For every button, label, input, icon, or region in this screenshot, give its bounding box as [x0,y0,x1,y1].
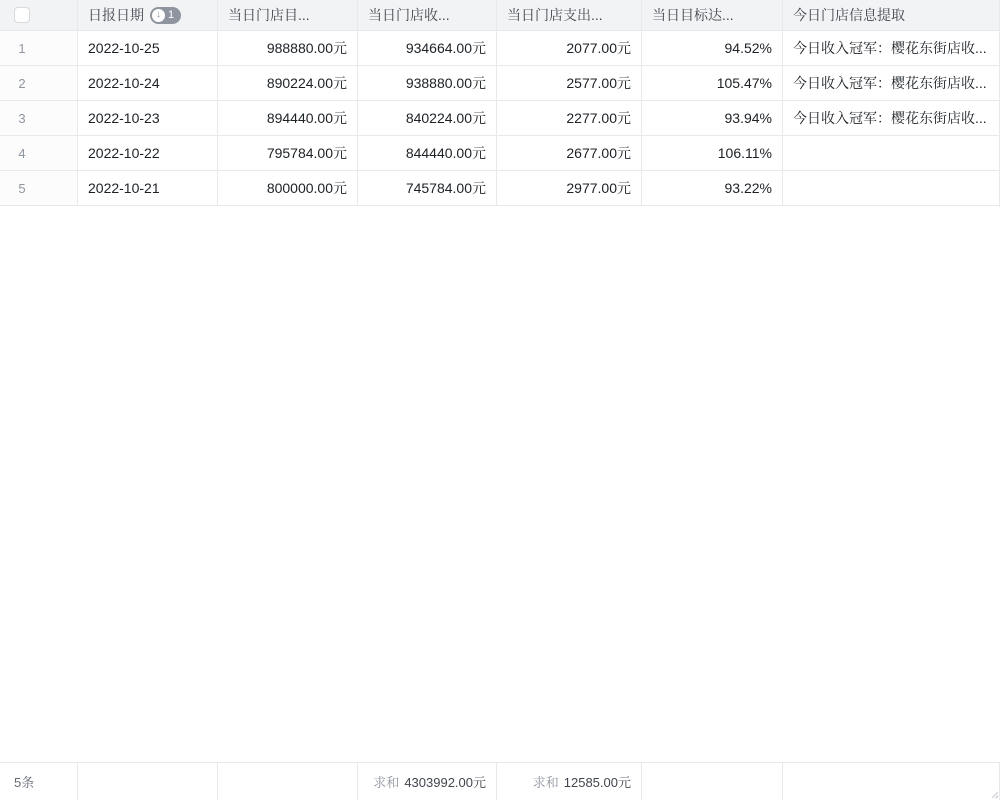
cell-income[interactable]: 934664.00元 [358,31,497,65]
cell-income[interactable]: 840224.00元 [358,101,497,135]
footer-rate-cell[interactable] [642,763,783,800]
cell-date[interactable]: 2022-10-25 [78,31,218,65]
cell-target[interactable]: 800000.00元 [218,171,358,205]
row-number: 3 [18,110,26,126]
grid-header-row [0,0,1000,31]
footer-date-cell[interactable] [78,763,218,800]
cell-info[interactable]: 今日收入冠军：樱花东街店收... [783,31,1000,65]
record-count: 5条 [0,763,78,800]
row-number-cell[interactable] [0,31,78,65]
row-number: 1 [18,40,26,56]
row-number-cell[interactable] [0,171,78,205]
table-row [0,171,1000,206]
cell-rate[interactable]: 105.47% [642,66,783,100]
cell-income[interactable]: 844440.00元 [358,136,497,170]
sort-desc-arrow-icon: ↓ [152,9,165,22]
cell-expense[interactable]: 2977.00元 [497,171,642,205]
sum-value: 4303992.00元 [404,775,486,790]
cell-target[interactable]: 894440.00元 [218,101,358,135]
row-number: 4 [18,145,26,161]
sum-value: 12585.00元 [563,775,631,790]
sort-badge[interactable] [150,7,181,24]
footer-income-sum[interactable] [358,763,497,800]
table-row [0,101,1000,136]
column-header-info[interactable]: 今日门店信息提取 [783,0,1000,30]
cell-expense[interactable]: 2277.00元 [497,101,642,135]
column-header-income[interactable]: 当日门店收... [358,0,497,30]
row-number-cell[interactable] [0,66,78,100]
footer-target-cell[interactable] [218,763,358,800]
cell-rate[interactable]: 93.94% [642,101,783,135]
table-row [0,66,1000,101]
cell-date[interactable]: 2022-10-22 [78,136,218,170]
column-header-rate[interactable]: 当日目标达... [642,0,783,30]
row-number: 5 [18,180,26,196]
cell-income[interactable]: 745784.00元 [358,171,497,205]
cell-date[interactable]: 2022-10-21 [78,171,218,205]
cell-info[interactable] [783,136,1000,170]
cell-rate[interactable]: 93.22% [642,171,783,205]
cell-info[interactable] [783,171,1000,205]
column-header-date-label: 日报日期 [88,7,144,23]
column-header-expense[interactable]: 当日门店支出... [497,0,642,30]
table-row [0,31,1000,66]
row-number-cell[interactable] [0,136,78,170]
cell-target[interactable]: 890224.00元 [218,66,358,100]
cell-info[interactable]: 今日收入冠军：樱花东街店收... [783,66,1000,100]
select-all-checkbox[interactable] [14,7,30,23]
cell-expense[interactable]: 2077.00元 [497,31,642,65]
column-header-date[interactable] [78,0,218,30]
cell-income[interactable]: 938880.00元 [358,66,497,100]
cell-expense[interactable]: 2577.00元 [497,66,642,100]
footer-expense-sum[interactable] [497,763,642,800]
cell-info[interactable]: 今日收入冠军：樱花东街店收... [783,101,1000,135]
cell-rate[interactable]: 106.11% [642,136,783,170]
cell-target[interactable]: 988880.00元 [218,31,358,65]
table-row [0,136,1000,171]
resize-grip[interactable] [989,789,998,798]
cell-rate[interactable]: 94.52% [642,31,783,65]
column-header-target[interactable]: 当日门店目... [218,0,358,30]
sort-order-number: 1 [168,8,175,21]
cell-expense[interactable]: 2677.00元 [497,136,642,170]
footer-info-cell[interactable] [783,763,1000,800]
row-number: 2 [18,75,26,91]
summary-footer-row [0,762,1000,800]
cell-target[interactable]: 795784.00元 [218,136,358,170]
sum-label: 求和 [373,775,400,790]
row-number-cell[interactable] [0,101,78,135]
sum-label: 求和 [532,775,559,790]
header-select-cell [0,0,78,30]
cell-date[interactable]: 2022-10-24 [78,66,218,100]
cell-date[interactable]: 2022-10-23 [78,101,218,135]
